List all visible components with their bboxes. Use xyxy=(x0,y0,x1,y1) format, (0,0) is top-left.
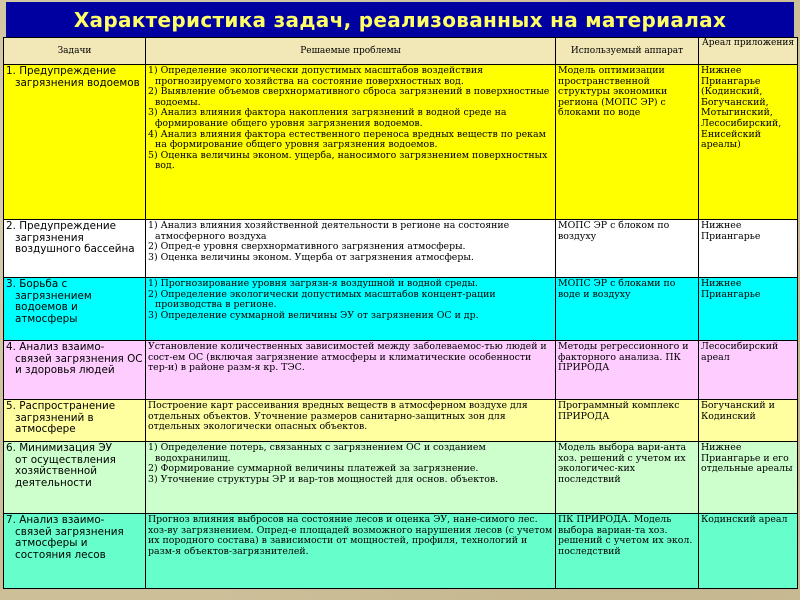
table-row xyxy=(4,442,798,514)
task-cell xyxy=(4,220,146,278)
task-title: 7. Анализ взаимо- xyxy=(6,514,105,526)
problems-cell xyxy=(146,400,556,442)
apparatus-cell: Программный комплекс ПРИРОДА xyxy=(556,400,699,442)
apparatus-cell: Модель оптимизации пространственной структуры экономики региона (МОПС ЭР) с блоками по воде xyxy=(556,65,699,220)
problem-item: 1) Прогнозирование уровня загрязн-я воздушной и водной среды. xyxy=(148,278,478,289)
task-title: 3. Борьба с xyxy=(6,278,68,290)
task-subtitle: загрязнением водоемов и атмосферы xyxy=(15,289,92,325)
problems-cell xyxy=(146,278,556,341)
header-area: Ареал приложения xyxy=(699,38,798,65)
problems-cell xyxy=(146,220,556,278)
task-title: 2. Предупреждение xyxy=(6,220,117,232)
area-cell: Лесосибирский ареал xyxy=(699,341,798,400)
problem-item: 2) Выявление объемов сверхнормативного сброса загрязнений в поверхностные водоемы. xyxy=(148,86,550,108)
problems-cell xyxy=(146,65,556,220)
task-title: 1. Предупреждение xyxy=(6,65,117,77)
task-title: 4. Анализ взаимо- xyxy=(6,341,105,353)
table-row xyxy=(4,220,798,278)
problems-cell xyxy=(146,442,556,514)
table-row xyxy=(4,341,798,400)
apparatus-cell: МОПС ЭР с блоками по воде и воздуху xyxy=(556,278,699,341)
problem-item: 2) Определение экологически допустимых масштабов концент-рации производства в регионе. xyxy=(148,288,496,311)
page-title: Характеристика задач, реализованных на материалах xyxy=(73,8,727,32)
problem-item: 1) Определение потерь, связанных с загрязнением ОС и созданием водохранилищ. xyxy=(148,442,486,464)
task-cell xyxy=(4,514,146,589)
problem-item: 3) Анализ влияния фактора накопления загрязнений в водной среде на формирование общего уровня загрязнения водоемов. xyxy=(148,107,507,129)
problems-cell xyxy=(146,514,556,589)
area-cell: Нижнее Приангарье и его отдельные ареалы xyxy=(699,442,798,514)
task-subtitle: загрязнений в атмосфере xyxy=(15,411,94,436)
task-cell xyxy=(4,400,146,442)
area-cell: Богучанский и Кодинский xyxy=(699,400,798,442)
header-row xyxy=(4,38,798,65)
apparatus-cell: Методы регрессионного и факторного анализа. ПК ПРИРОДА xyxy=(556,341,699,400)
problem-item: 2) Опред-е уровня сверхнормативного загрязнения атмосферы. xyxy=(148,241,466,253)
area-cell: Кодинский ареал xyxy=(699,514,798,589)
area-cell: Нижнее Приангарье xyxy=(699,220,798,278)
header-apparatus: Используемый аппарат xyxy=(556,38,699,65)
problem-item: 1) Определение экологически допустимых масштабов воздействия прогнозируемого хозяйства на состояние поверхностных вод. xyxy=(148,65,484,87)
area-cell: Нижнее Приангарье (Кодинский, Богучанский, Мотыгинский, Лесосибирский, Енисейский ареалы) xyxy=(699,65,798,220)
problem-item: 5) Оценка величины эконом. ущерба, наносимого загрязнением поверхностных вод. xyxy=(148,149,548,172)
header-problems: Решаемые проблемы xyxy=(146,38,556,65)
apparatus-cell: ПК ПРИРОДА. Модель выбора вариан-та хоз. решений с учетом их экол. последствий xyxy=(556,514,699,589)
title-bar xyxy=(6,2,794,38)
problem-item: Построение карт рассеивания вредных веществ в атмосферном воздухе для отдельных объектов. Уточнение размеров санитарно-защитных зон для отдельных экологически опасных объектов. xyxy=(148,400,528,433)
task-cell xyxy=(4,341,146,400)
task-cell xyxy=(4,442,146,514)
task-subtitle: от осуществления хозяйственной деятельности xyxy=(15,453,116,489)
table-row xyxy=(4,514,798,589)
task-subtitle: связей загрязнения ОС и здоровья людей xyxy=(15,352,143,377)
task-title: 5. Распространение xyxy=(6,400,116,412)
header-tasks: Задачи xyxy=(4,38,146,65)
problem-item: 1) Анализ влияния хозяйственной деятельности в регионе на состояние атмосферного воздуха xyxy=(148,220,510,242)
apparatus-cell: Модель выбора вари-анта хоз. решений с учетом их экологичес-ких последствий xyxy=(556,442,699,514)
area-cell: Нижнее Приангарье xyxy=(699,278,798,341)
problem-item: 3) Оценка величины эконом. Ущерба от загрязнения атмосферы. xyxy=(148,251,474,263)
table-row xyxy=(4,278,798,341)
problem-item: 3) Определение суммарной величины ЭУ от загрязнения ОС и др. xyxy=(148,309,479,321)
table-row xyxy=(4,65,798,220)
apparatus-cell: МОПС ЭР с блоком по воздуху xyxy=(556,220,699,278)
task-subtitle: загрязнения водоемов xyxy=(15,76,140,89)
table-row xyxy=(4,400,798,442)
problem-item: 3) Уточнение структуры ЭР и вар-тов мощностей для основ. объектов. xyxy=(148,473,499,485)
table-body xyxy=(4,65,798,589)
task-subtitle: связей загрязнения атмосферы и состояния лесов xyxy=(15,525,124,561)
task-title: 6. Минимизация ЭУ xyxy=(6,442,112,454)
problem-item: Установление количественных зависимостей между заболеваемос-тью людей и сост-ем ОС (включая загрязнение атмосферы и климатические особенности тер-и) в районе разм-я кр. ТЭС. xyxy=(148,341,547,374)
tasks-table xyxy=(3,37,798,589)
task-cell xyxy=(4,278,146,341)
task-subtitle: загрязнения воздушного бассейна xyxy=(15,231,135,256)
problem-item: Прогноз влияния выбросов на состояние лесов и оценка ЭУ, нане-симого лес. хоз-ву загрязнением. Опред-е площадей возможного нарушения лесов (с учетом их породного состава) в зависимости от мощностей, профиля, технологий и разм-я объектов-загрязнителей. xyxy=(148,514,553,557)
task-cell xyxy=(4,65,146,220)
problems-cell xyxy=(146,341,556,400)
problem-item: 2) Формирование суммарной величины платежей за загрязнение. xyxy=(148,463,479,475)
problem-item: 4) Анализ влияния фактора естественного переноса вредных веществ по рекам на формирование общего уровня загрязнения водоемов. xyxy=(148,128,546,151)
